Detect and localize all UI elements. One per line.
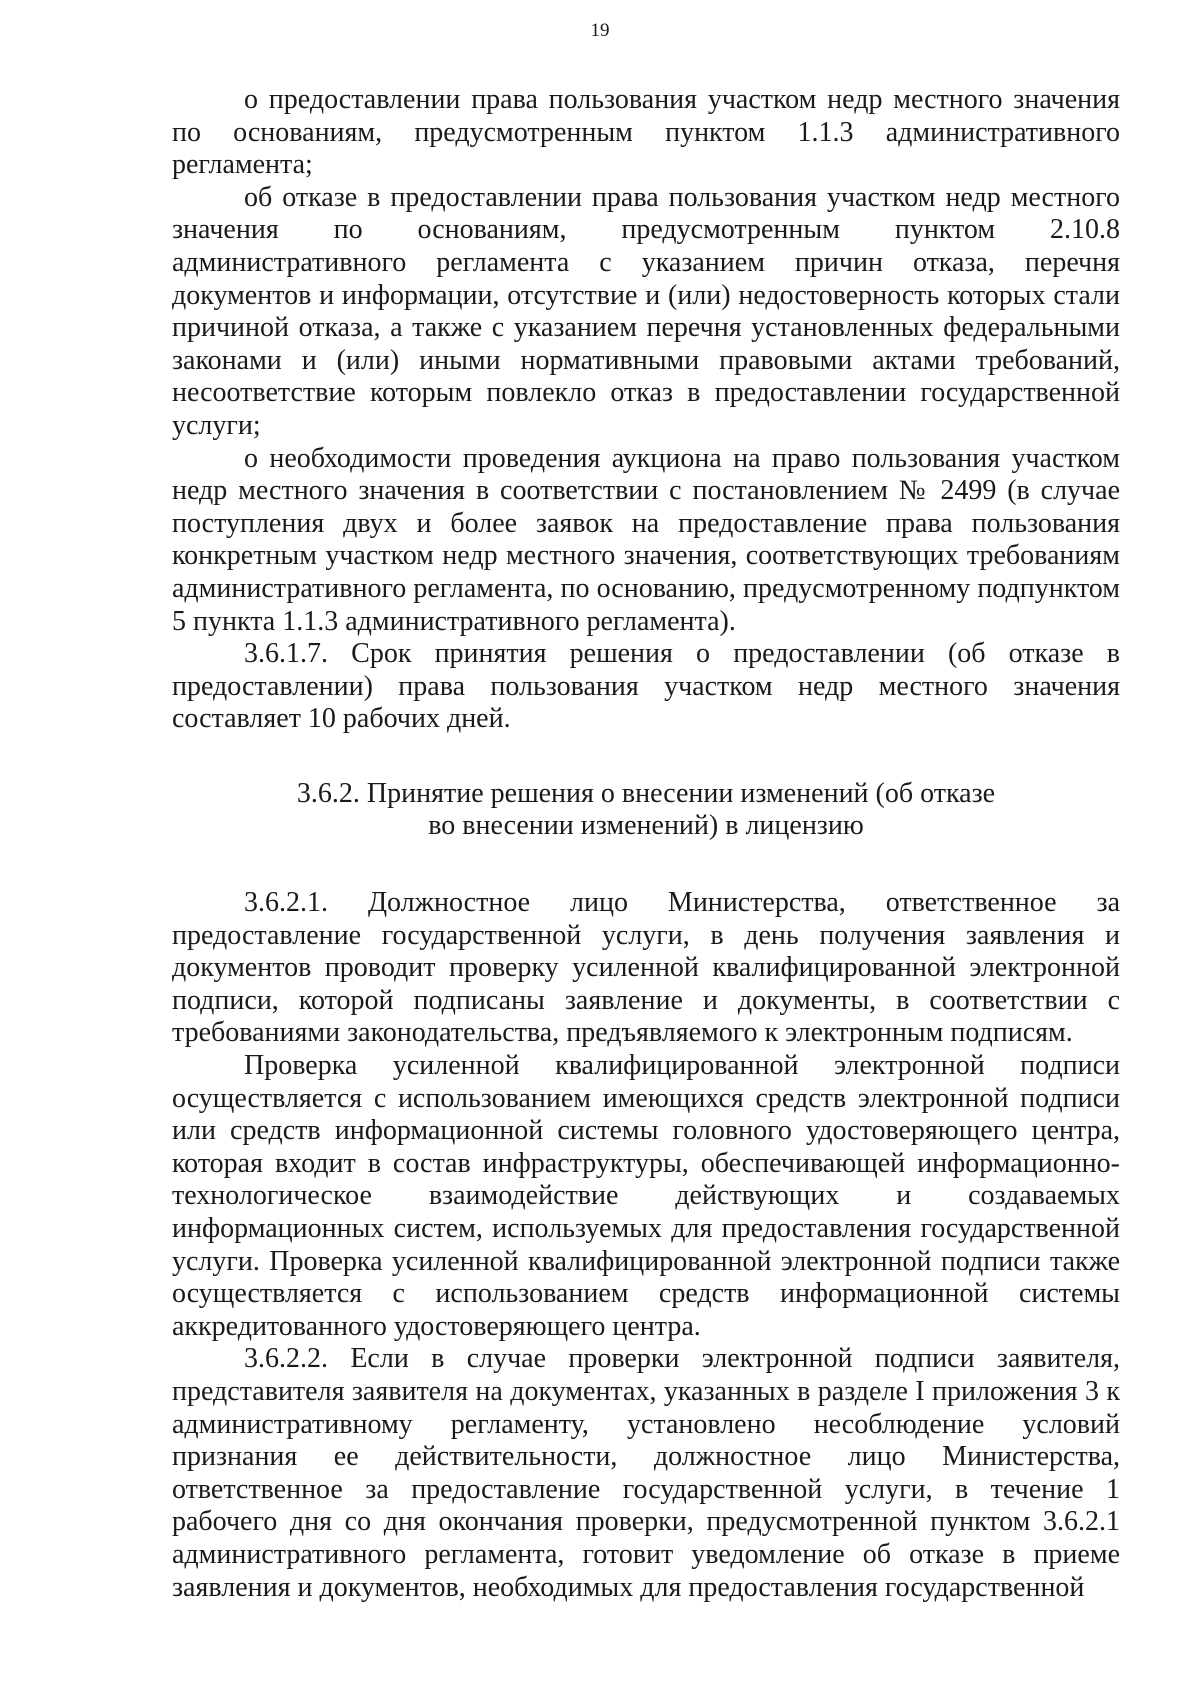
paragraph-grant-decision: о предоставлении права пользования участком недр местного значения по основаниям, предусмотренным пунктом 1.1.3 административного регламента;: [172, 84, 1120, 181]
paragraph-signature-check: Проверка усиленной квалифицированной электронной подписи осуществляется с использованием имеющихся средств электронной подписи или средств информационной системы головного удостоверяющего центра, которая входит в состав инфраструктуры, обеспечивающей информационно-технологическое взаимодействие действующих и создаваемых информационных систем, используемых для предоставления государственной услуги. Проверка усиленной квалифицированной электронной подписи также осуществляется с использованием средств информационной системы аккредитованного удостоверяющего центра.: [172, 1050, 1120, 1342]
document-body: [172, 84, 1120, 1604]
paragraph-3-6-2-2: 3.6.2.2. Если в случае проверки электронной подписи заявителя, представителя заявителя на документах, указанных в разделе I приложения 3 к административному регламенту, установлено несоблюдение условий признания ее действительности, должностное лицо Министерства, ответственное за предоставление государственной услуги, в течение 1 рабочего дня со дня окончания проверки, предусмотренной пунктом 3.6.2.1 административного регламента, готовит уведомление об отказе в приеме заявления и документов, необходимых для предоставления государственной: [172, 1343, 1120, 1603]
page-number: 19: [590, 20, 610, 41]
paragraph-refusal-decision: об отказе в предоставлении права пользования участком недр местного значения по основаниям, предусмотренным пунктом 2.10.8 административного регламента с указанием причин отказа, перечня документов и информации, отсутствие и (или) недостоверность которых стали причиной отказа, а также с указанием перечня установленных федеральными законами и (или) иными нормативными правовыми актами требований, несоответствие которым повлекло отказ в предоставлении государственной услуги;: [172, 181, 1120, 441]
section-heading-line-1: 3.6.2. Принятие решения о внесении изменений (об отказе: [296, 777, 996, 809]
section-heading: [172, 778, 1120, 843]
section-heading-line-2: во внесении изменений) в лицензию: [428, 810, 864, 842]
paragraph-3-6-2-1: 3.6.2.1. Должностное лицо Министерства, ответственное за предоставление государственной услуги, в день получения заявления и документов проводит проверку усиленной квалифицированной электронной подписи, которой подписаны заявление и документы, в соответствии с требованиями законодательства, предъявляемого к электронным подписям.: [172, 887, 1120, 1049]
paragraph-3-6-1-7: 3.6.1.7. Срок принятия решения о предоставлении (об отказе в предоставлении) права пользования участком недр местного значения составляет 10 рабочих дней.: [172, 638, 1120, 735]
paragraph-auction-decision: о необходимости проведения аукциона на право пользования участком недр местного значения в соответствии с постановлением № 2499 (в случае поступления двух и более заявок на предоставление права пользования конкретным участком недр местного значения, соответствующих требованиям административного регламента, по основанию, предусмотренному подпунктом 5 пункта 1.1.3 административного регламента).: [172, 442, 1120, 637]
